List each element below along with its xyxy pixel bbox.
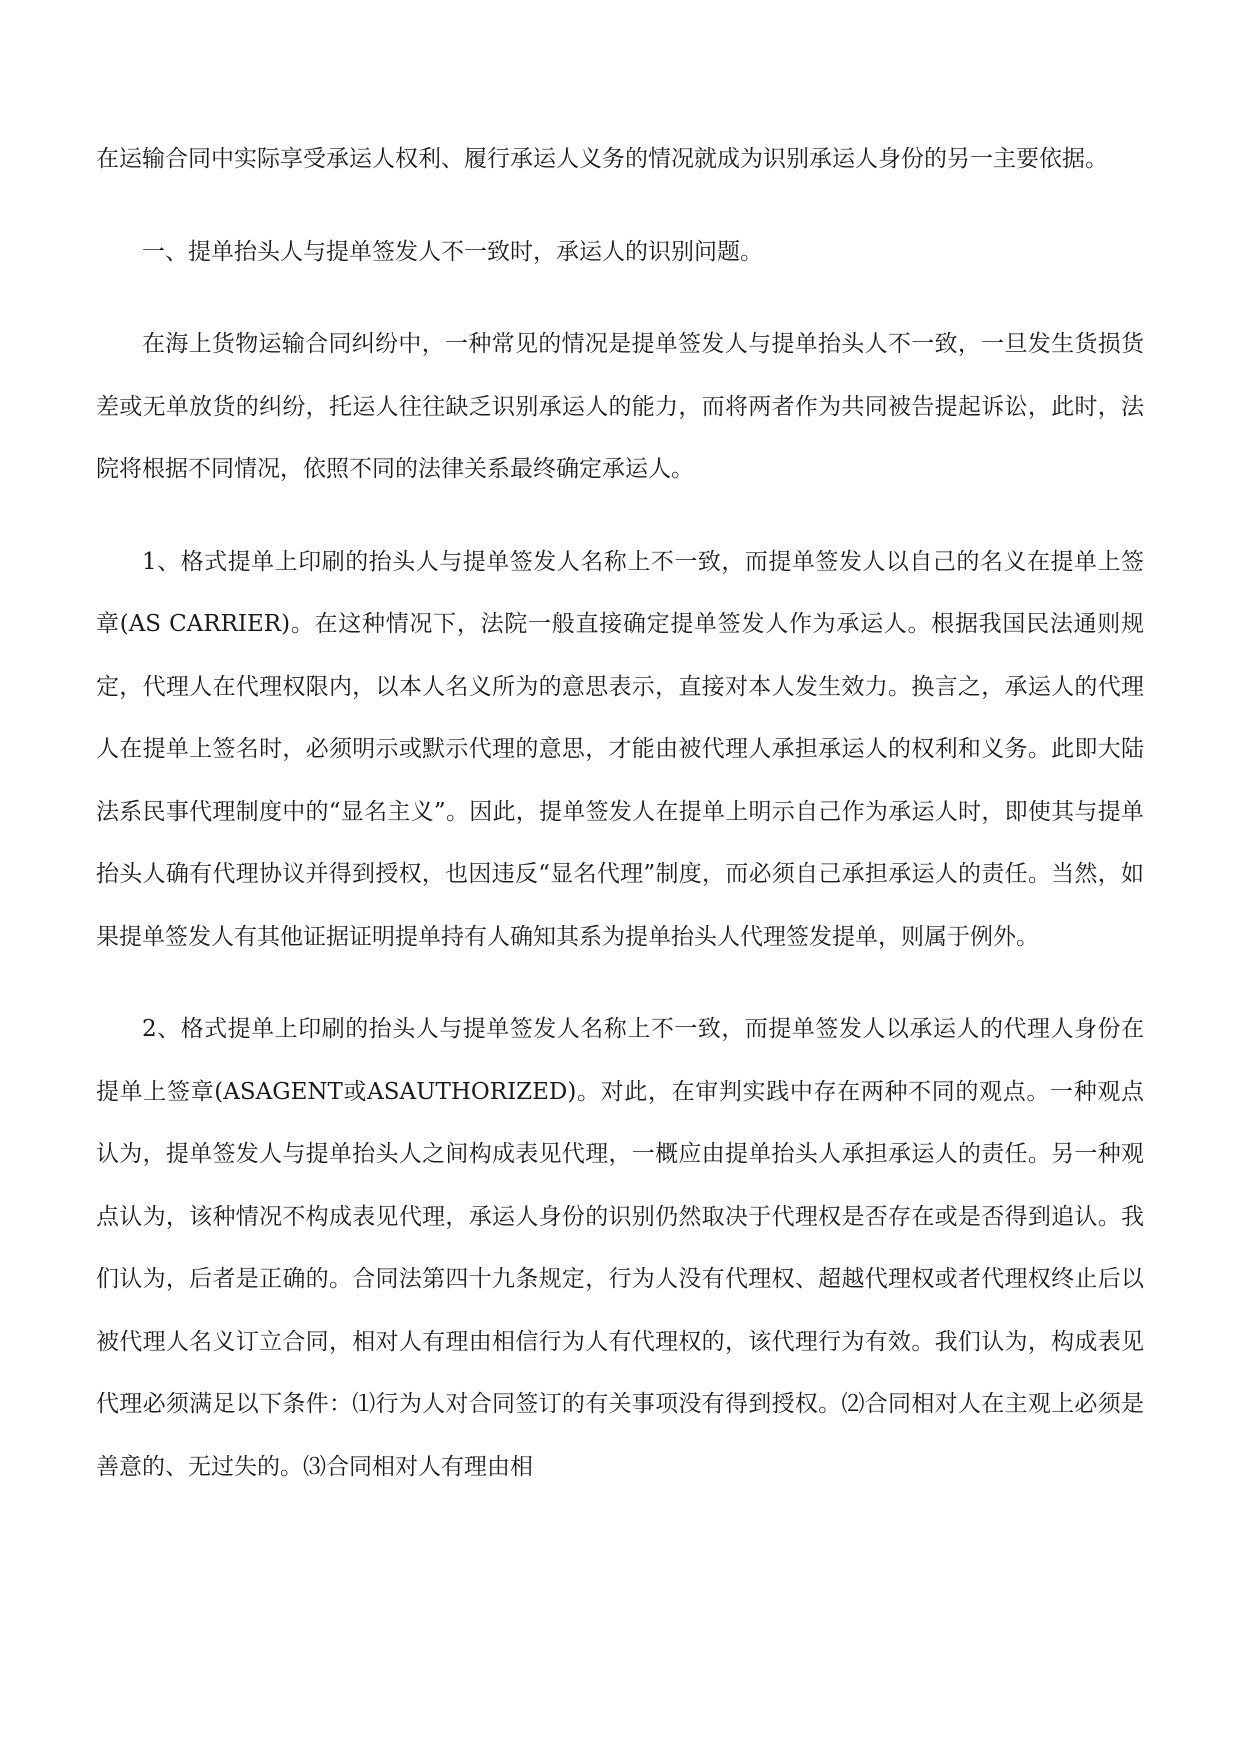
paragraph-continuation: 在运输合同中实际享受承运人权利、履行承运人义务的情况就成为识别承运人身份的另一主要依据。: [96, 146, 1108, 172]
paragraph-intro: 在海上货物运输合同纠纷中，一种常见的情况是提单签发人与提单抬头人不一致，一旦发生货损货差或无单放货的纠纷，托运人往往缺乏识别承运人的能力，而将两者作为共同被告提起诉讼，此时，法院将根据不同情况，依照不同的法律关系最终确定承运人。: [96, 331, 1144, 482]
paragraph-point-1: 1、格式提单上印刷的抬头人与提单签发人名称上不一致，而提单签发人以自己的名义在提单上签章(AS CARRIER)。在这种情况下，法院一般直接确定提单签发人作为承运人。根据我国民法通则规定，代理人在代理权限内，以本人名义所为的意思表示，直接对本人发生效力。换言之，承运人的代理人在提单上签名时，必须明示或默示代理的意思，才能由被代理人承担承运人的权利和义务。此即大陆法系民事代理制度中的“显名主义”。因此，提单签发人在提单上明示自己作为承运人时，即使其与提单抬头人确有代理协议并得到授权，也因违反“显名代理”制度，而必须自己承担承运人的责任。当然，如果提单签发人有其他证据证明提单持有人确知其系为提单抬头人代理签发提单，则属于例外。: [96, 548, 1144, 950]
paragraph-point-2: 2、格式提单上印刷的抬头人与提单签发人名称上不一致，而提单签发人以承运人的代理人身份在提单上签章(ASAGENT或ASAUTHORIZED)。对此，在审判实践中存在两种不同的观点。一种观点认为，提单签发人与提单抬头人之间构成表见代理，一概应由提单抬头人承担承运人的责任。另一种观点认为，该种情况不构成表见代理，承运人身份的识别仍然取决于代理权是否存在或是否得到追认。我们认为，后者是正确的。合同法第四十九条规定，行为人没有代理权、超越代理权或者代理权终止后以被代理人名义订立合同，相对人有理由相信行为人有代理权的，该代理行为有效。我们认为，构成表见代理必须满足以下条件：⑴行为人对合同签订的有关事项没有得到授权。⑵合同相对人在主观上必须是善意的、无过失的。⑶合同相对人有理由相: [96, 1016, 1144, 1480]
section-heading: 一、提单抬头人与提单签发人不一致时，承运人的识别问题。: [142, 238, 763, 265]
document-page: [96, 128, 1144, 1528]
